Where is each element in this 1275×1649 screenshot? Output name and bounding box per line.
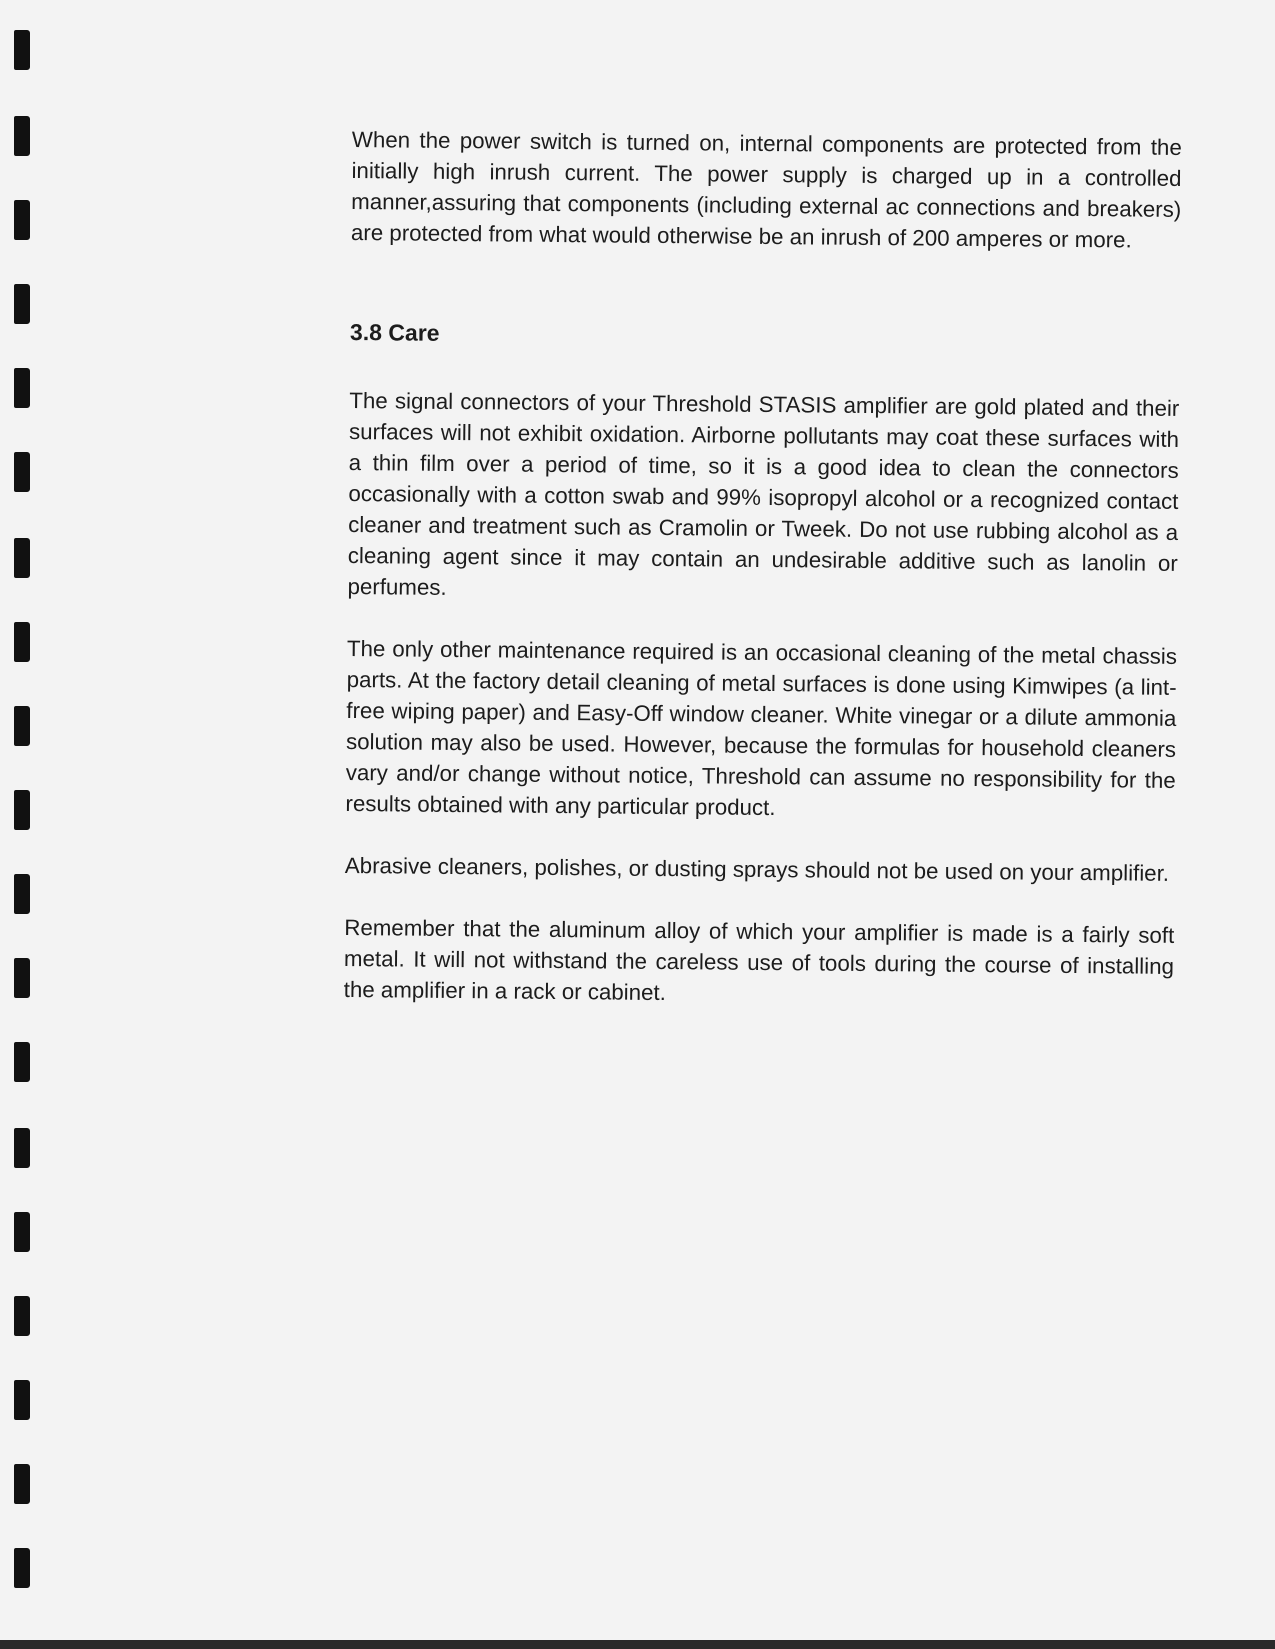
binding-hole	[14, 452, 30, 492]
paragraph-aluminum: Remember that the aluminum alloy of which your amplifier is made is a fairly soft metal. It will not withstand the careless use of tools during the course of installing the amplifier in a rack or cabinet.	[343, 914, 1175, 1006]
paragraph-abrasive: Abrasive cleaners, polishes, or dusting sprays should not be used on your amplifier.	[344, 852, 1170, 886]
intro-paragraph: When the power switch is turned on, internal components are protected from the initially high inrush current. The power supply is charged up in a controlled manner,assuring that components (including external ac connections and breakers) are protected from what would otherwise be an inrush of 200 amperes or more.	[350, 126, 1182, 253]
binding-hole	[14, 958, 30, 998]
document-body	[344, 124, 1182, 1013]
binding-hole	[14, 116, 30, 156]
binding-hole	[14, 1464, 30, 1504]
binding-hole	[14, 622, 30, 662]
binding-hole	[14, 1128, 30, 1168]
paragraph-connectors: The signal connectors of your Threshold STASIS amplifier are gold plated and their surfaces will not exhibit oxidation. Airborne pollutants may coat these surfaces with a thin film over a period of time, so it is a good idea to clean the connectors occasionally with a cotton swab and 99% isopropyl alcohol or a recognized contact cleaner and treatment such as Cramolin or Tweek. Do not use rubbing alcohol as a cleaning agent since it may contain an undesirable additive such as lanolin or perfumes.	[347, 387, 1180, 600]
binding-hole	[14, 1548, 30, 1588]
section-heading: 3.8 Care	[349, 318, 440, 346]
binding-hole	[14, 538, 30, 578]
binding-hole	[14, 1296, 30, 1336]
binding-hole	[14, 30, 30, 70]
binding-hole	[14, 790, 30, 830]
binding-hole	[14, 368, 30, 408]
binding-hole	[14, 1212, 30, 1252]
binding-hole	[14, 200, 30, 240]
binding-hole	[14, 1380, 30, 1420]
scan-bottom-edge	[0, 1640, 1275, 1649]
paragraph-maintenance: The only other maintenance required is an occasional cleaning of the metal chassis parts. At the factory detail cleaning of metal surfaces is done using Kimwipes (a lint-free wiping paper) and Easy-Off window cleaner. White vinegar or a dilute ammonia solution may also be used. However, because the formulas for household cleaners vary and/or change without notice, Threshold can assume no responsibility for the results obtained with any particular product.	[345, 635, 1178, 821]
binding-hole	[14, 1042, 30, 1082]
binding-hole	[14, 284, 30, 324]
binding-hole	[14, 706, 30, 746]
binding-hole	[14, 874, 30, 914]
